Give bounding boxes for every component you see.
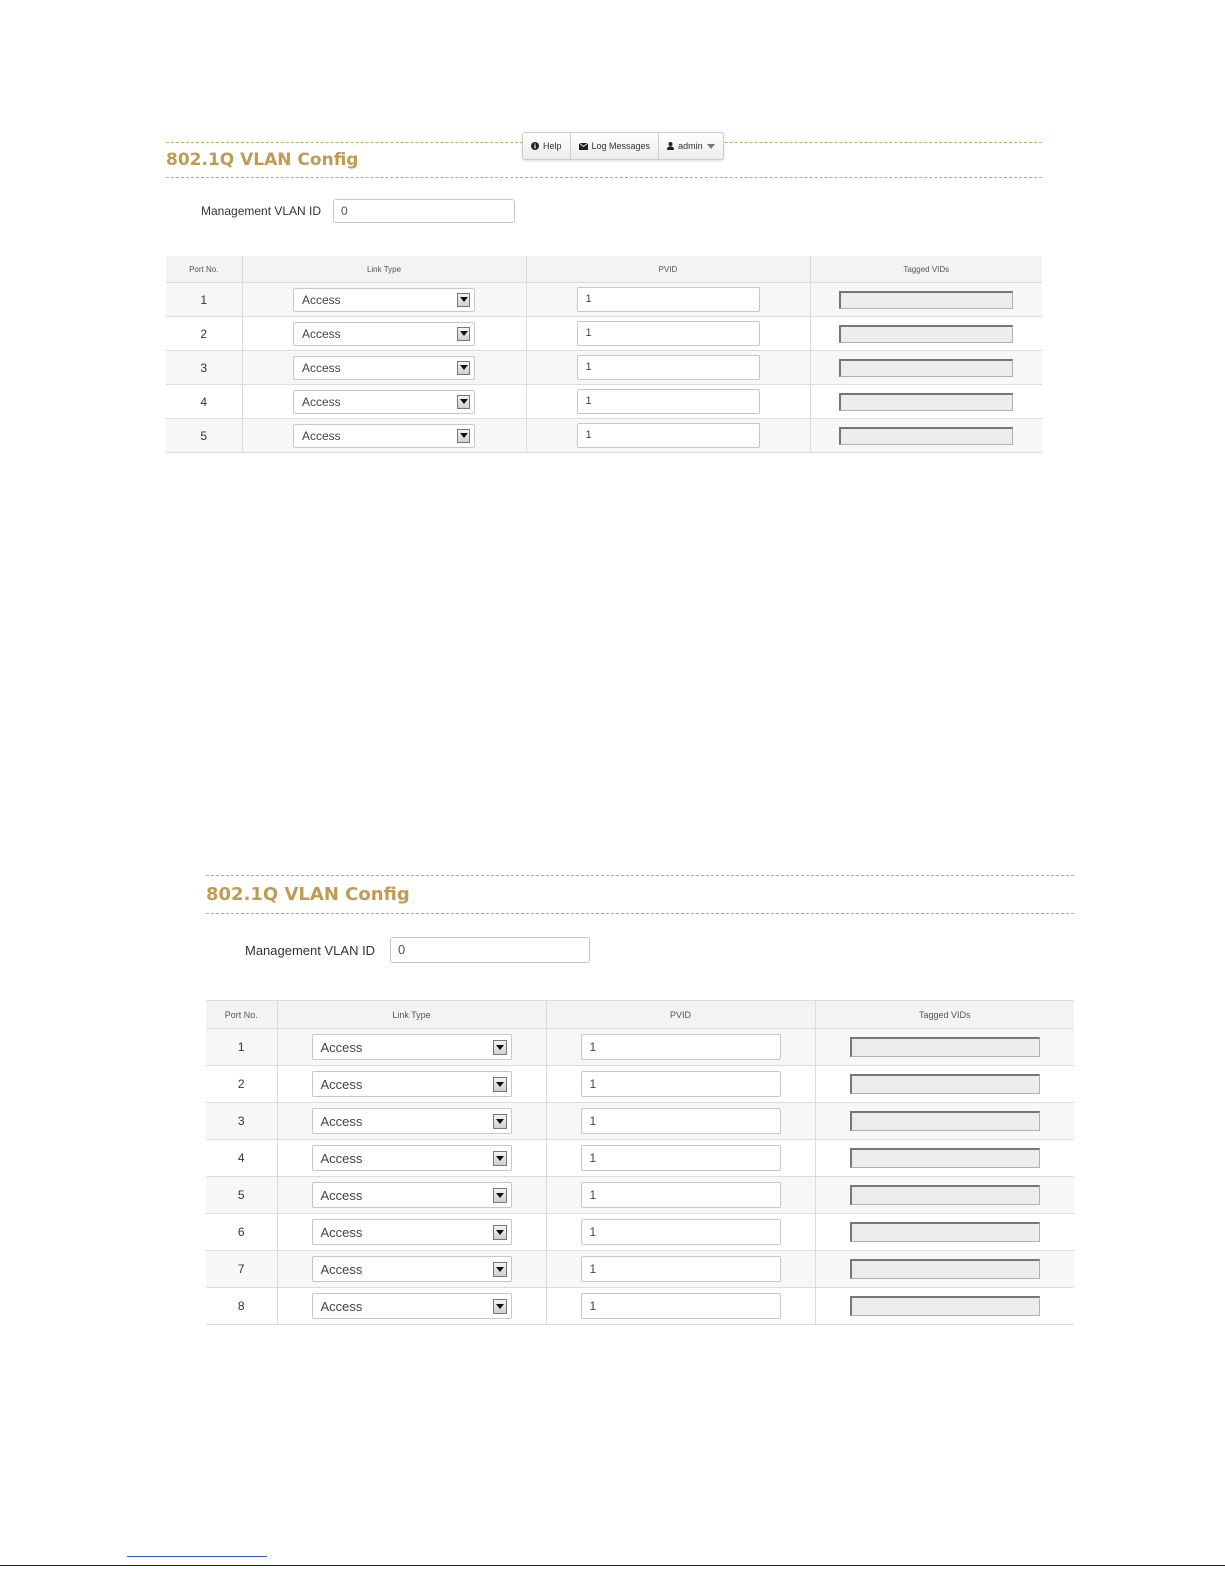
link-type-select[interactable] xyxy=(312,1071,512,1097)
table-row xyxy=(206,1288,1074,1325)
vlan-port-table xyxy=(166,256,1042,453)
dropdown-arrow-icon[interactable] xyxy=(493,1188,507,1203)
vlan-config-panel-bottom xyxy=(206,870,1074,1312)
dropdown-arrow-icon[interactable] xyxy=(493,1114,507,1129)
column-header-link-type: Link Type xyxy=(277,1001,546,1029)
table-row xyxy=(206,1214,1074,1251)
management-vlan-id-label: Management VLAN ID xyxy=(245,943,376,958)
tagged-vids-cell xyxy=(815,1177,1074,1214)
link-type-select[interactable] xyxy=(312,1182,512,1208)
pvid-input[interactable]: 1 xyxy=(577,321,760,346)
link-type-cell xyxy=(242,317,526,351)
pvid-input[interactable]: 1 xyxy=(577,423,760,448)
link-type-value: Access xyxy=(320,1151,363,1166)
tagged-vids-input[interactable] xyxy=(839,427,1013,445)
tagged-vids-cell xyxy=(815,1140,1074,1177)
port-number: 2 xyxy=(206,1066,277,1103)
management-vlan-id-input[interactable]: 0 xyxy=(333,199,515,223)
tagged-vids-input[interactable] xyxy=(839,359,1013,377)
dropdown-arrow-icon[interactable] xyxy=(457,429,470,443)
link-type-cell xyxy=(242,351,526,385)
pvid-cell xyxy=(546,1029,815,1066)
tagged-vids-cell xyxy=(815,1066,1074,1103)
column-header-port: Port No. xyxy=(206,1001,277,1029)
log-messages-label: Log Messages xyxy=(591,141,651,151)
table-row xyxy=(206,1177,1074,1214)
dropdown-arrow-icon[interactable] xyxy=(493,1077,507,1092)
link-type-select[interactable] xyxy=(293,390,475,414)
link-type-cell xyxy=(277,1029,546,1066)
dropdown-arrow-icon[interactable] xyxy=(493,1299,507,1314)
caret-down-icon xyxy=(707,144,715,149)
tagged-vids-input[interactable] xyxy=(839,291,1013,309)
dropdown-arrow-icon[interactable] xyxy=(457,327,470,341)
link-type-cell xyxy=(277,1251,546,1288)
link-type-value: Access xyxy=(320,1299,363,1314)
link-type-value: Access xyxy=(320,1114,363,1129)
tagged-vids-cell xyxy=(810,283,1042,317)
link-type-value: Access xyxy=(302,394,341,409)
tagged-vids-cell xyxy=(815,1214,1074,1251)
pvid-input[interactable]: 1 xyxy=(581,1293,781,1319)
envelope-icon xyxy=(579,143,588,150)
link-type-select[interactable] xyxy=(312,1034,512,1060)
title-rule-bottom xyxy=(206,913,1074,914)
help-label: Help xyxy=(543,141,562,151)
log-messages-button[interactable] xyxy=(570,133,659,159)
tagged-vids-input[interactable] xyxy=(850,1037,1040,1057)
help-button[interactable] xyxy=(523,133,570,159)
pvid-input[interactable]: 1 xyxy=(581,1034,781,1060)
link-type-value: Access xyxy=(302,326,341,341)
tagged-vids-input[interactable] xyxy=(839,325,1013,343)
column-header-port: Port No. xyxy=(166,256,242,283)
link-type-select[interactable] xyxy=(293,424,475,448)
table-header-row xyxy=(206,1001,1074,1029)
tagged-vids-cell xyxy=(810,317,1042,351)
column-header-pvid: PVID xyxy=(526,256,810,283)
port-number: 7 xyxy=(206,1251,277,1288)
user-menu-button[interactable] xyxy=(658,133,723,159)
pvid-input[interactable]: 1 xyxy=(581,1182,781,1208)
dropdown-arrow-icon[interactable] xyxy=(457,293,470,307)
link-type-select[interactable] xyxy=(312,1256,512,1282)
tagged-vids-cell xyxy=(815,1103,1074,1140)
link-type-value: Access xyxy=(320,1188,363,1203)
management-vlan-id-label: Management VLAN ID xyxy=(201,204,322,218)
pvid-cell xyxy=(546,1140,815,1177)
link-type-cell xyxy=(277,1066,546,1103)
link-type-cell xyxy=(242,385,526,419)
dropdown-arrow-icon[interactable] xyxy=(493,1040,507,1055)
table-row xyxy=(166,317,1042,351)
table-row xyxy=(166,351,1042,385)
link-type-select[interactable] xyxy=(312,1108,512,1134)
tagged-vids-cell xyxy=(815,1288,1074,1325)
pvid-cell xyxy=(546,1103,815,1140)
pvid-cell xyxy=(546,1214,815,1251)
management-vlan-id-input[interactable]: 0 xyxy=(390,937,590,963)
tagged-vids-cell xyxy=(810,419,1042,453)
tagged-vids-cell xyxy=(815,1029,1074,1066)
pvid-input[interactable]: 1 xyxy=(577,355,760,380)
table-row xyxy=(166,385,1042,419)
pvid-input[interactable]: 1 xyxy=(581,1219,781,1245)
port-number: 5 xyxy=(166,419,242,453)
pvid-cell xyxy=(526,385,810,419)
table-header-row xyxy=(166,256,1042,283)
link-type-value: Access xyxy=(302,360,341,375)
pvid-cell xyxy=(546,1251,815,1288)
user-icon xyxy=(667,142,674,150)
link-type-select[interactable] xyxy=(312,1219,512,1245)
link-type-select[interactable] xyxy=(293,356,475,380)
tagged-vids-input[interactable] xyxy=(850,1296,1040,1316)
link-type-select[interactable] xyxy=(312,1145,512,1171)
page-title: 802.1Q VLAN Config xyxy=(166,150,359,170)
pvid-cell xyxy=(546,1177,815,1214)
footer-rule xyxy=(0,1565,1225,1566)
user-label: admin xyxy=(678,141,703,151)
table-row xyxy=(206,1066,1074,1103)
link-type-value: Access xyxy=(320,1040,363,1055)
pvid-input[interactable]: 1 xyxy=(581,1145,781,1171)
column-header-pvid: PVID xyxy=(546,1001,815,1029)
dropdown-arrow-icon[interactable] xyxy=(457,361,470,375)
column-header-tagged-vids: Tagged VIDs xyxy=(810,256,1042,283)
tagged-vids-input[interactable] xyxy=(850,1148,1040,1168)
column-header-link-type: Link Type xyxy=(242,256,526,283)
port-number: 1 xyxy=(166,283,242,317)
port-number: 1 xyxy=(206,1029,277,1066)
port-number: 8 xyxy=(206,1288,277,1325)
dropdown-arrow-icon[interactable] xyxy=(493,1151,507,1166)
dropdown-arrow-icon[interactable] xyxy=(457,395,470,409)
table-row xyxy=(166,283,1042,317)
title-rule-bottom xyxy=(166,177,1042,178)
link-type-cell xyxy=(277,1140,546,1177)
pvid-cell xyxy=(526,419,810,453)
pvid-cell xyxy=(526,351,810,385)
port-number: 6 xyxy=(206,1214,277,1251)
link-type-value: Access xyxy=(302,292,341,307)
top-toolbar xyxy=(522,132,724,160)
table-row xyxy=(206,1103,1074,1140)
dropdown-arrow-icon[interactable] xyxy=(493,1225,507,1240)
port-number: 3 xyxy=(166,351,242,385)
pvid-cell xyxy=(546,1288,815,1325)
link-type-value: Access xyxy=(320,1262,363,1277)
pvid-input[interactable]: 1 xyxy=(577,287,760,312)
tagged-vids-cell xyxy=(810,385,1042,419)
vlan-port-table xyxy=(206,1000,1074,1325)
link-type-select[interactable] xyxy=(293,322,475,346)
port-number: 5 xyxy=(206,1177,277,1214)
title-rule-top xyxy=(206,875,1074,876)
link-type-cell xyxy=(242,283,526,317)
port-number: 2 xyxy=(166,317,242,351)
tagged-vids-input[interactable] xyxy=(850,1222,1040,1242)
footer-link-underline xyxy=(127,1556,267,1557)
port-number: 4 xyxy=(166,385,242,419)
pvid-cell xyxy=(546,1066,815,1103)
tagged-vids-cell xyxy=(815,1251,1074,1288)
port-number: 4 xyxy=(206,1140,277,1177)
page-title: 802.1Q VLAN Config xyxy=(206,884,410,905)
link-type-cell xyxy=(277,1288,546,1325)
table-row xyxy=(206,1140,1074,1177)
info-icon xyxy=(531,142,539,150)
link-type-cell xyxy=(277,1177,546,1214)
link-type-value: Access xyxy=(320,1077,363,1092)
table-row xyxy=(206,1251,1074,1288)
tagged-vids-input[interactable] xyxy=(839,393,1013,411)
port-number: 3 xyxy=(206,1103,277,1140)
dropdown-arrow-icon[interactable] xyxy=(493,1262,507,1277)
table-row xyxy=(206,1029,1074,1066)
tagged-vids-input[interactable] xyxy=(850,1259,1040,1279)
link-type-value: Access xyxy=(302,428,341,443)
pvid-input[interactable]: 1 xyxy=(581,1256,781,1282)
pvid-input[interactable]: 1 xyxy=(581,1071,781,1097)
vlan-config-panel-top xyxy=(166,140,1042,445)
table-row xyxy=(166,419,1042,453)
link-type-select[interactable] xyxy=(293,288,475,312)
column-header-tagged-vids: Tagged VIDs xyxy=(815,1001,1074,1029)
link-type-value: Access xyxy=(320,1225,363,1240)
pvid-cell xyxy=(526,283,810,317)
link-type-cell xyxy=(277,1214,546,1251)
tagged-vids-input[interactable] xyxy=(850,1074,1040,1094)
pvid-input[interactable]: 1 xyxy=(577,389,760,414)
tagged-vids-input[interactable] xyxy=(850,1185,1040,1205)
tagged-vids-input[interactable] xyxy=(850,1111,1040,1131)
pvid-cell xyxy=(526,317,810,351)
link-type-cell xyxy=(242,419,526,453)
link-type-select[interactable] xyxy=(312,1293,512,1319)
link-type-cell xyxy=(277,1103,546,1140)
pvid-input[interactable]: 1 xyxy=(581,1108,781,1134)
tagged-vids-cell xyxy=(810,351,1042,385)
